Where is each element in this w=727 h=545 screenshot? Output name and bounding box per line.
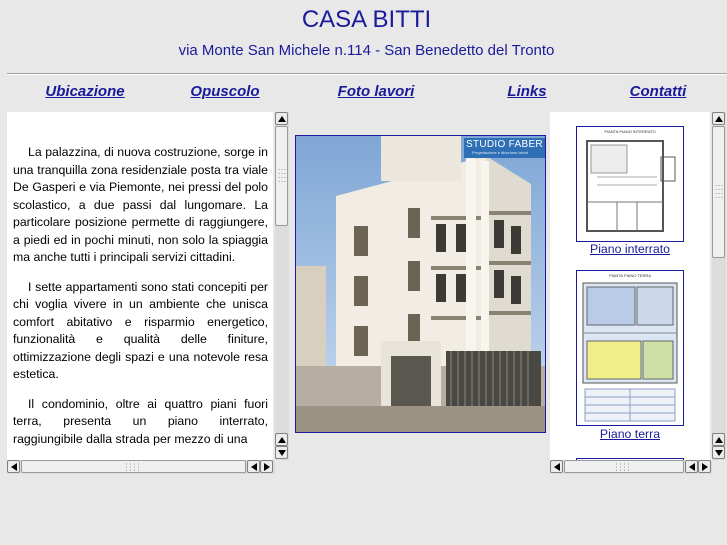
floor-plan-thumbnail-terra[interactable] [576,270,684,426]
plan-link-interrato[interactable]: Piano interrato [590,242,670,256]
plan-drawing-title: PIANTA PIANO INTERRATO [604,129,656,134]
description-paragraph: I sette appartamenti sono stati concepiti per chi voglia vivere in un ambiente che unisca comfort abitativo e risparmio energetico, funzionalità e qualità delle finiture, ottimizzazione degli spazi e una notevole resa estetica. [13,279,268,381]
description-paragraph: Il condominio, oltre ai quattro piani fuori terra, presenta un piano interrato, raggiungibile dalla strada per mezzo di una [13,396,268,446]
building-illustration [296,136,546,433]
scroll-left-arrow-icon[interactable] [685,460,698,473]
plan-drawing-title: PIANTA PIANO TERRA [608,273,652,278]
description-vertical-scrollbar[interactable] [275,112,289,460]
scroll-thumb[interactable] [712,126,725,258]
studio-sublabel: Progettazione e direzione lavori [472,150,529,155]
scroll-up-arrow-icon[interactable] [275,433,288,446]
floor-plans-frame [550,112,727,477]
scroll-left-arrow-icon[interactable] [7,460,20,473]
scroll-down-arrow-icon[interactable] [712,446,725,459]
plans-horizontal-scrollbar[interactable] [550,460,712,474]
nav-link-contatti[interactable]: Contatti [629,83,687,100]
scroll-right-arrow-icon[interactable] [260,460,273,473]
scroll-up-arrow-icon[interactable] [712,433,725,446]
description-horizontal-scrollbar[interactable] [7,460,275,474]
nav-link-foto-lavori[interactable]: Foto lavori [337,83,415,100]
plan-drawing-interrato [577,127,683,241]
scroll-down-arrow-icon[interactable] [275,446,288,459]
scroll-left-arrow-icon[interactable] [247,460,260,473]
description-frame [7,112,289,477]
floor-plans-list [550,112,710,460]
page-subtitle-address: via Monte San Michele n.114 - San Benedetto del Tronto [178,42,555,59]
scroll-left-arrow-icon[interactable] [550,460,563,473]
scroll-up-arrow-icon[interactable] [712,112,725,125]
header-divider [7,73,727,75]
scroll-up-arrow-icon[interactable] [275,112,288,125]
building-photo[interactable] [295,135,546,433]
nav-link-opuscolo[interactable]: Opuscolo [190,83,260,100]
scroll-thumb[interactable] [564,460,684,473]
floor-plan-thumbnail-interrato[interactable] [576,126,684,242]
description-text-area [7,112,273,460]
scroll-thumb[interactable] [21,460,246,473]
scroll-right-arrow-icon[interactable] [698,460,711,473]
studio-label: STUDIO FABER [466,139,543,150]
scroll-thumb[interactable] [275,126,288,226]
plans-vertical-scrollbar[interactable] [712,112,726,460]
nav-link-links[interactable]: Links [507,83,547,100]
description-paragraph: La palazzina, di nuova costruzione, sorge in una tranquilla zona residenziale posta tra viale De Gasperi e via Piemonte, nei pressi del polo scolastico, a due passi dal lungomare. La particolare posizione permette di raggiungere, a piedi ed in pochi minuti, non solo la spiaggia ma anche tutti i principali servizi cittadini. [13,145,268,264]
plan-drawing-terra [577,271,683,425]
nav-link-ubicazione[interactable]: Ubicazione [45,83,125,100]
plan-link-terra[interactable]: Piano terra [599,427,661,441]
page-title: CASA BITTI [301,6,432,33]
